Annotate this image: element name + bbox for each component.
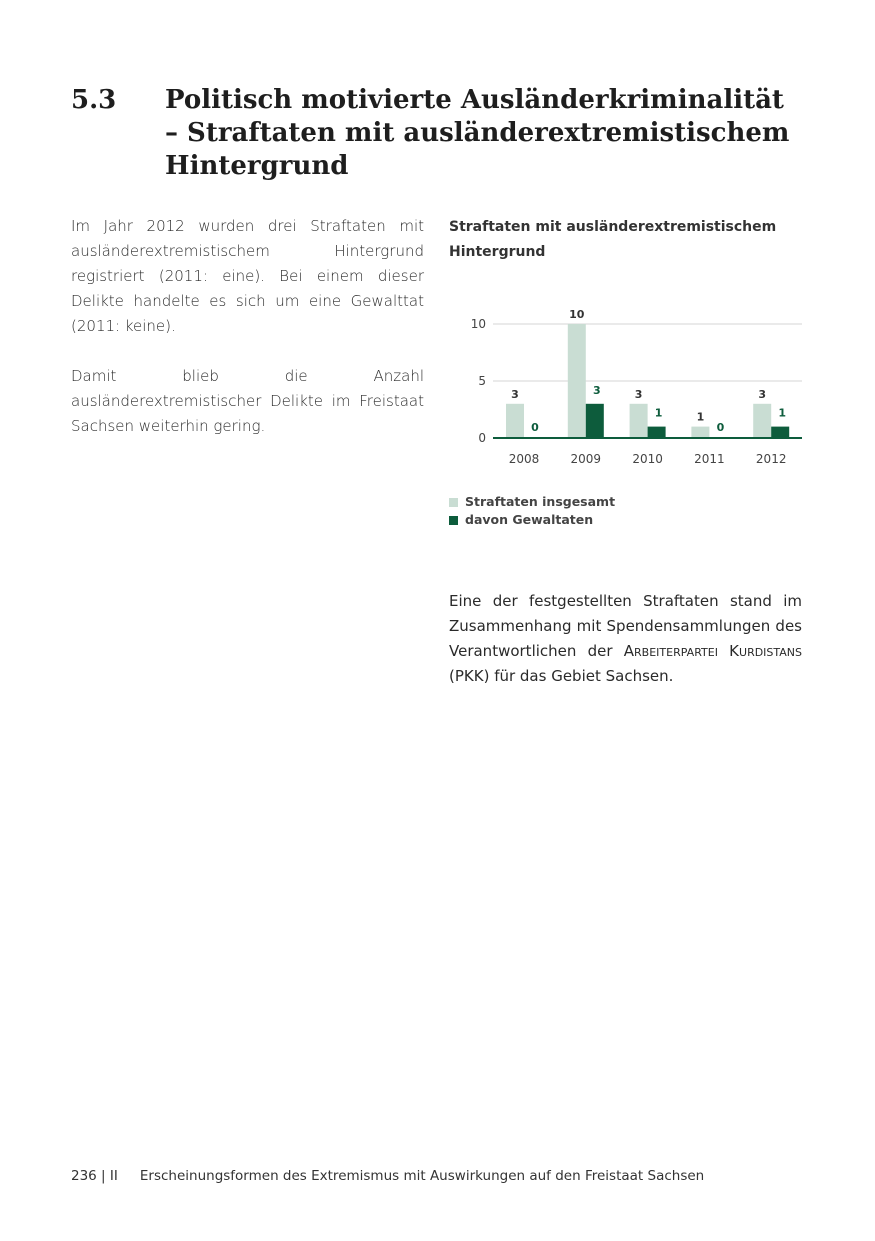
page-footer <box>71 1166 704 1186</box>
paragraph-3-end: (PKK) für das Gebiet Sachsen. <box>449 667 674 685</box>
data-label-total-2010: 3 <box>634 387 643 401</box>
bar-chart <box>449 296 809 476</box>
bar-total-2009 <box>568 324 586 438</box>
x-tick-label-2012: 2012 <box>755 452 787 466</box>
chart-legend <box>449 493 615 529</box>
bar-violent-2012 <box>771 427 789 438</box>
paragraph-1: Im Jahr 2012 wurden drei Straftaten mit ausländerextremistischem Hintergrund registriert (2011: eine). Bei einem dieser Delikte handelte es sich um eine Gewalttat (2011: keine). <box>71 217 424 335</box>
page-number: 236 | II <box>71 1168 118 1184</box>
data-label-violent-2009: 3 <box>592 383 601 397</box>
bar-violent-2010 <box>648 427 666 438</box>
paragraph-3-start: Eine der festgestellten Straftaten stand im Zusammenhang mit Spendensammlungen des Verantwortlichen der <box>449 592 802 660</box>
organization-name: Arbeiterpartei Kurdistans <box>623 642 803 660</box>
legend-swatch-violent <box>449 516 458 525</box>
legend-label-violent: davon Gewaltaten <box>465 512 594 527</box>
bar-violent-2009 <box>586 404 604 438</box>
bar-total-2012 <box>753 404 771 438</box>
left-column-text <box>71 214 424 464</box>
y-tick-label-0: 0 <box>478 431 486 445</box>
data-label-total-2011: 1 <box>696 410 705 424</box>
data-label-violent-2008: 0 <box>531 421 539 434</box>
legend-item-total <box>449 493 615 511</box>
legend-item-violent <box>449 511 615 529</box>
x-tick-label-2011: 2011 <box>694 452 725 466</box>
x-tick-label-2008: 2008 <box>508 452 540 466</box>
right-column-text <box>449 589 802 689</box>
legend-swatch-total <box>449 498 458 507</box>
data-label-violent-2011: 0 <box>716 421 725 434</box>
x-tick-label-2010: 2010 <box>632 452 663 466</box>
bar-total-2008 <box>506 404 524 438</box>
y-tick-label-5: 5 <box>478 374 486 388</box>
section-number: 5.3 <box>71 85 117 115</box>
section-title: Politisch motivierte Ausländerkriminalität – Straftaten mit ausländerextremistischem Hintergrund <box>165 85 790 181</box>
paragraph-3 <box>449 589 802 689</box>
data-label-total-2009: 10 <box>569 308 585 321</box>
data-label-total-2008: 3 <box>511 387 519 401</box>
data-label-violent-2012: 1 <box>778 406 787 420</box>
bar-total-2011 <box>691 427 709 438</box>
chart-title: Straftaten mit ausländerextremistischem Hintergrund <box>449 219 777 260</box>
legend-label-total: Straftaten insgesamt <box>465 494 616 509</box>
paragraph-2: Damit blieb die Anzahl ausländerextremistischer Delikte im Freistaat Sachsen weiterhin gering. <box>71 367 424 435</box>
data-label-total-2012: 3 <box>758 387 767 401</box>
footer-title: Erscheinungsformen des Extremismus mit Auswirkungen auf den Freistaat Sachsen <box>139 1168 705 1184</box>
y-tick-label-10: 10 <box>470 317 486 331</box>
data-label-violent-2010: 1 <box>654 406 663 420</box>
bar-total-2010 <box>630 404 648 438</box>
x-tick-label-2009: 2009 <box>570 452 602 466</box>
